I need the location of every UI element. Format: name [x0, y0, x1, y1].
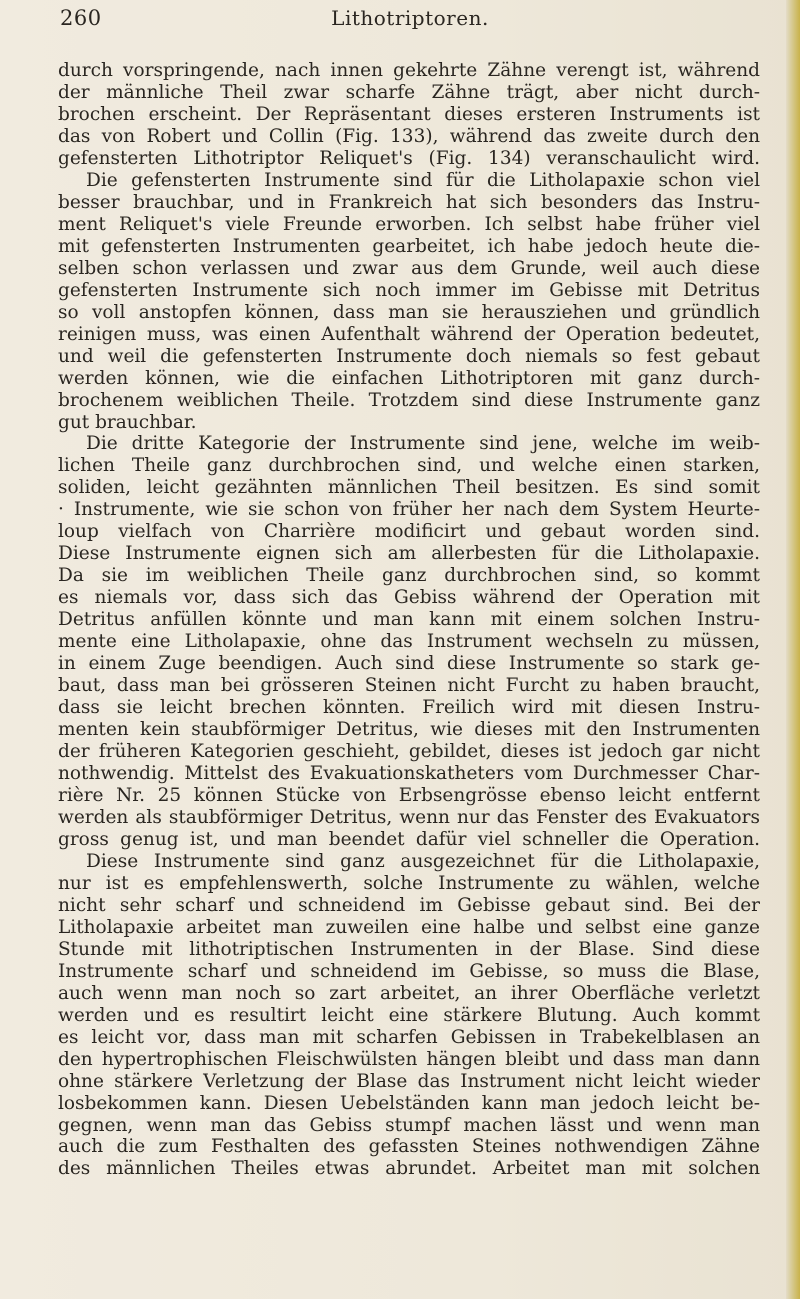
page-edge [786, 0, 800, 1299]
text-line: in einem Zuge beendigen. Auch sind diese Instrumente so stark ge- [58, 653, 760, 675]
text-line: und weil die gefensterten Instrumente doch niemals so fest gebaut [58, 345, 760, 367]
text-line: auch die zum Festhalten des gefassten Steines nothwendigen Zähne [58, 1136, 760, 1158]
text-line: mente eine Litholapaxie, ohne das Instrument wechseln zu müssen, [58, 631, 760, 653]
text-line: lichen Theile ganz durchbrochen sind, und welche einen starken, [58, 455, 760, 477]
text-line: Stunde mit lithotriptischen Instrumenten in der Blase. Sind diese [58, 938, 760, 960]
text-line: des männlichen Theiles etwas abrundet. Arbeitet man mit solchen [58, 1158, 760, 1180]
text-line: nicht sehr scharf und schneidend im Gebisse gebaut sind. Bei der [58, 894, 760, 916]
text-line: das von Robert und Collin (Fig. 133), während das zweite durch den [58, 125, 760, 147]
text-line: Diese Instrumente sind ganz ausgezeichnet für die Litholapaxie, [86, 850, 760, 872]
text-line: Instrumente scharf und schneidend im Gebisse, so muss die Blase, [58, 960, 760, 982]
text-line: es niemals vor, dass sich das Gebiss während der Operation mit [58, 587, 760, 609]
text-line: werden können, wie die einfachen Lithotriptoren mit ganz durch- [58, 367, 760, 389]
text-line: loup vielfach von Charrière modificirt und gebaut worden sind. [58, 521, 760, 543]
text-line: gut brauchbar. [58, 411, 197, 433]
text-line: werden und es resultirt leicht eine stärkere Blutung. Auch kommt [58, 1004, 760, 1026]
text-line: ohne stärkere Verletzung der Blase das Instrument nicht leicht wieder [58, 1070, 760, 1092]
text-line: auch wenn man noch so zart arbeitet, an ihrer Oberfläche verletzt [58, 982, 760, 1004]
text-line: so voll anstopfen können, dass man sie herausziehen und gründlich [58, 301, 760, 323]
text-line: dass sie leicht brechen könnten. Freilich wird mit diesen Instru- [58, 697, 760, 719]
body-text [58, 60, 760, 1180]
text-line: · Instrumente, wie sie schon von früher her nach dem System Heurte- [58, 499, 760, 521]
text-line: menten kein staubförmiger Detritus, wie dieses mit den Instrumenten [58, 719, 760, 741]
text-line: rière Nr. 25 können Stücke von Erbsengrösse ebenso leicht entfernt [58, 784, 760, 806]
text-line: nur ist es empfehlenswerth, solche Instrumente zu wählen, welche [58, 872, 760, 894]
text-line: reinigen muss, was einen Aufenthalt während der Operation bedeutet, [58, 323, 760, 345]
text-line: den hypertrophischen Fleischwülsten hängen bleibt und dass man dann [58, 1048, 760, 1070]
text-line: Da sie im weiblichen Theile ganz durchbrochen sind, so kommt [58, 565, 760, 587]
text-line: brochenem weiblichen Theile. Trotzdem sind diese Instrumente ganz [58, 389, 760, 411]
text-line: werden als staubförmiger Detritus, wenn nur das Fenster des Evakuators [58, 806, 760, 828]
text-line: Die gefensterten Instrumente sind für die Litholapaxie schon viel [86, 169, 760, 191]
text-line: nothwendig. Mittelst des Evakuationskatheters vom Durchmesser Char- [58, 763, 760, 784]
page-number: 260 [60, 6, 102, 30]
text-line: der früheren Kategorien geschieht, gebildet, dieses ist jedoch gar nicht [58, 741, 760, 763]
text-line: gegnen, wenn man das Gebiss stumpf machen lässt und wenn man [58, 1114, 760, 1136]
text-line: Diese Instrumente eignen sich am allerbesten für die Litholapaxie. [58, 543, 760, 565]
text-line: baut, dass man bei grösseren Steinen nicht Furcht zu haben braucht, [58, 675, 760, 697]
text-line: durch vorspringende, nach innen gekehrte Zähne verengt ist, während [58, 60, 760, 81]
text-line: selben schon verlassen und zwar aus dem Grunde, weil auch diese [58, 257, 760, 279]
page-header [60, 6, 760, 36]
text-line: der männliche Theil zwar scharfe Zähne trägt, aber nicht durch- [58, 81, 760, 103]
text-line: besser brauchbar, und in Frankreich hat sich besonders das Instru- [58, 191, 760, 213]
text-line: ment Reliquet's viele Freunde erworben. Ich selbst habe früher viel [58, 213, 760, 235]
text-line: brochen erscheint. Der Repräsentant dieses ersteren Instruments ist [58, 103, 760, 125]
text-line: Detritus anfüllen könnte und man kann mit einem solchen Instru- [58, 609, 760, 631]
text-line: mit gefensterten Instrumenten gearbeitet, ich habe jedoch heute die- [58, 235, 760, 257]
text-line: soliden, leicht gezähnten männlichen Theil besitzen. Es sind somit [58, 477, 760, 499]
text-line: Litholapaxie arbeitet man zuweilen eine halbe und selbst eine ganze [58, 916, 760, 938]
running-title: Lithotriptoren. [331, 6, 489, 30]
text-line: gefensterten Lithotriptor Reliquet's (Fig. 134) veranschaulicht wird. [58, 147, 760, 169]
text-line: gross genug ist, und man beendet dafür viel schneller die Operation. [58, 828, 760, 850]
text-line: Die dritte Kategorie der Instrumente sind jene, welche im weib- [86, 433, 760, 455]
text-line: es leicht vor, dass man mit scharfen Gebissen in Trabekelblasen an [58, 1026, 760, 1048]
text-line: gefensterten Instrumente sich noch immer im Gebisse mit Detritus [58, 279, 760, 301]
text-line: losbekommen kann. Diesen Uebelständen kann man jedoch leicht be- [58, 1092, 760, 1114]
